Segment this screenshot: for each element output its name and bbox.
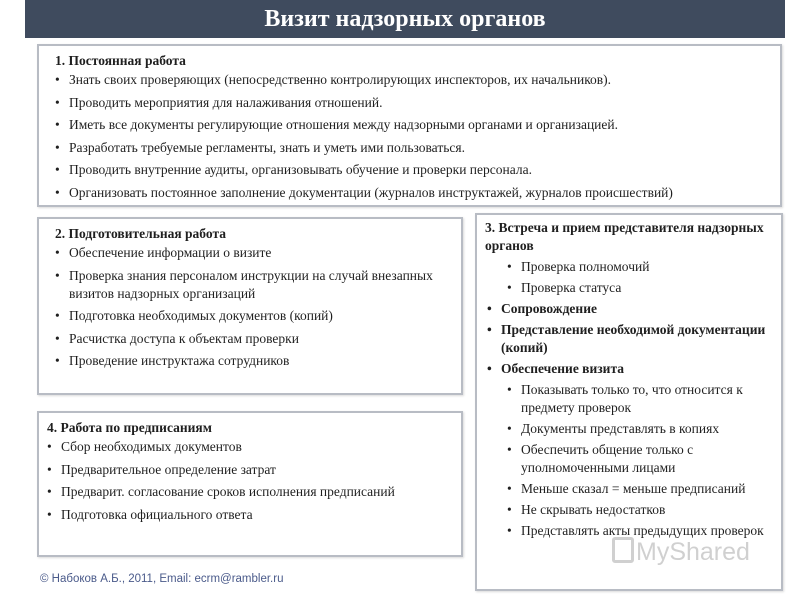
bullet-list xyxy=(55,71,768,202)
list-item: • Обеспечить общение только с уполномоченными лицами xyxy=(483,441,773,477)
bullet-list xyxy=(55,244,449,370)
list-item: • Документы представлять в копиях xyxy=(483,420,773,438)
section-meeting-reception xyxy=(475,213,783,591)
section-title: 3. Встреча и прием представителя надзорных органов xyxy=(485,220,764,253)
list-item: • Проверка знания персоналом инструкции на случай внезапных визитов надзорных организаций xyxy=(55,267,449,303)
list-item: • Проведение инструктажа сотрудников xyxy=(55,352,449,370)
list-item: • Меньше сказал = меньше предписаний xyxy=(483,480,773,498)
section-permanent-work xyxy=(37,44,782,207)
list-item: • Обеспечение информации о визите xyxy=(55,244,449,262)
list-item: • Расчистка доступа к объектам проверки xyxy=(55,330,449,348)
page-title: Визит надзорных органов xyxy=(264,5,546,32)
list-item: • Проверка полномочий xyxy=(483,258,773,276)
list-item: • Иметь все документы регулирующие отношения между надзорными органами и организацией. xyxy=(55,116,768,134)
list-item: • Сбор необходимых документов xyxy=(47,438,449,456)
list-item: • Предварит. согласование сроков исполнения предписаний xyxy=(47,483,449,501)
list-item: • Подготовка необходимых документов (копий) xyxy=(55,307,449,325)
list-item: • Показывать только то, что относится к предмету проверок xyxy=(483,381,773,417)
section-prescriptions-work xyxy=(37,411,463,557)
list-item: • Организовать постоянное заполнение документации (журналов инструктажей, журналов происшествий) xyxy=(55,184,768,202)
watermark-text: MyShared xyxy=(636,538,750,566)
list-item: • Представлять акты предыдущих проверок xyxy=(483,522,773,540)
section-title: 4. Работа по предписаниям xyxy=(47,420,212,435)
section-title: 1. Постоянная работа xyxy=(55,53,186,68)
list-item: • Проверка статуса xyxy=(483,279,773,297)
list-item: • Представление необходимой документации (копий) xyxy=(483,321,773,357)
list-item: • Проводить мероприятия для налаживания отношений. xyxy=(55,94,768,112)
section-title: 2. Подготовительная работа xyxy=(55,226,226,241)
list-item: • Разработать требуемые регламенты, знать и уметь ими пользоваться. xyxy=(55,139,768,157)
list-item: • Проводить внутренние аудиты, организовывать обучение и проверки персонала. xyxy=(55,161,768,179)
bullet-list xyxy=(47,438,449,524)
list-item: • Знать своих проверяющих (непосредственно контролирующих инспекторов, их начальников). xyxy=(55,71,768,89)
copyright-footer: © Набоков А.Б., 2011, Email: ecrm@rambler.ru xyxy=(40,573,284,585)
list-item: • Сопровождение xyxy=(483,300,773,318)
title-bar xyxy=(25,0,785,38)
list-item: • Не скрывать недостатков xyxy=(483,501,773,519)
list-item: • Предварительное определение затрат xyxy=(47,461,449,479)
bullet-list xyxy=(483,258,773,540)
list-item: • Обеспечение визита xyxy=(483,360,773,378)
section-preparatory-work xyxy=(37,217,463,395)
list-item: • Подготовка официального ответа xyxy=(47,506,449,524)
